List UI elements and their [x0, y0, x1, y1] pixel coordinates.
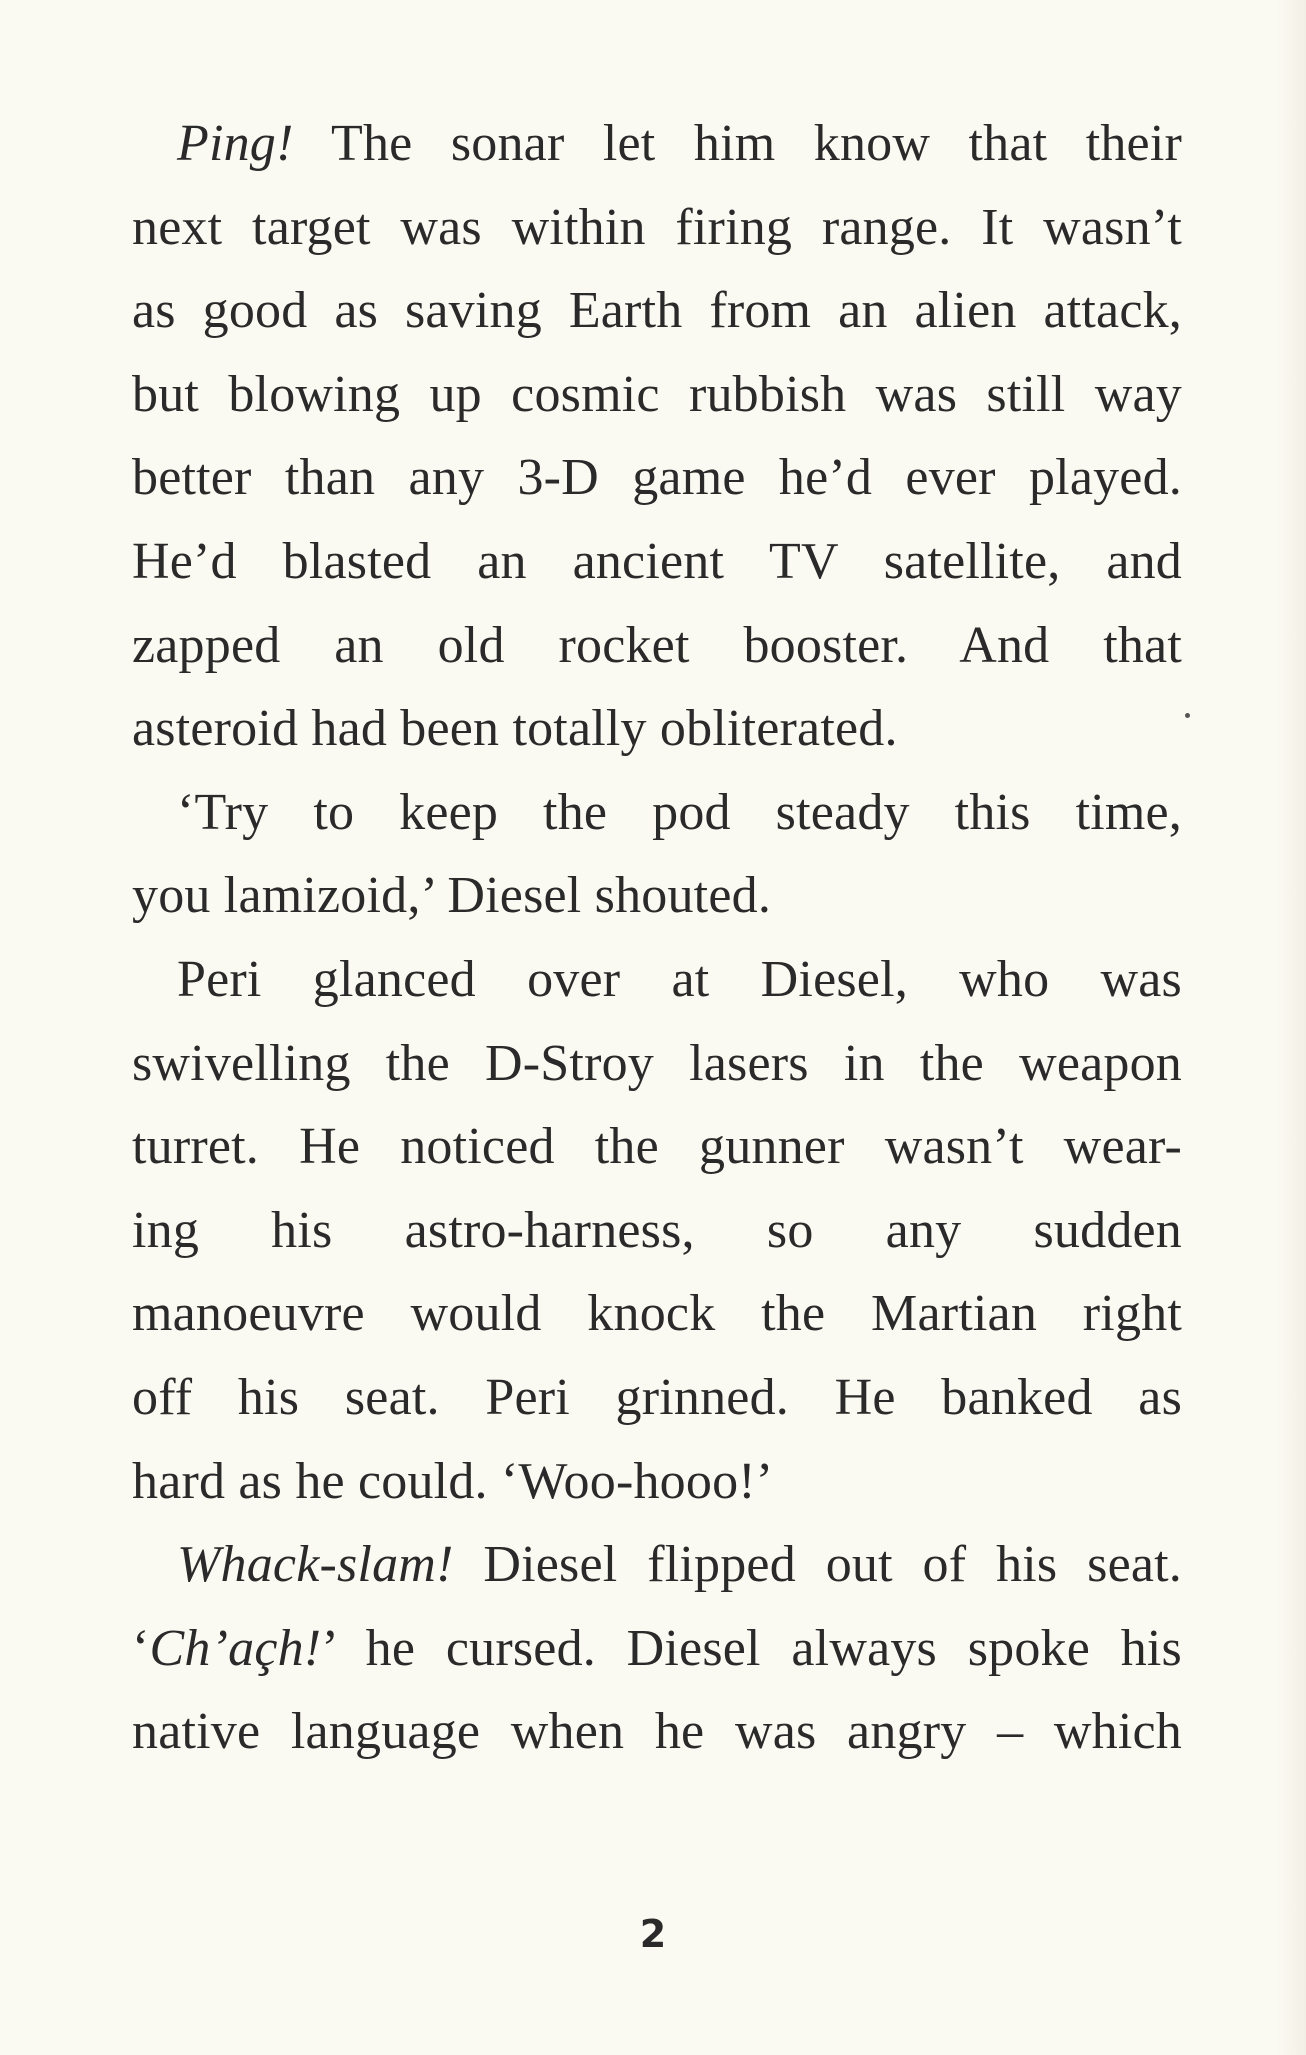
- body-text: [132, 102, 1182, 1774]
- text-line: Peri glanced over at Diesel, who was: [177, 950, 1182, 1008]
- text-line: next target was within firing range. It wasn’t: [132, 198, 1182, 256]
- text-line: as good as saving Earth from an alien attack,: [132, 282, 1182, 340]
- text-line: Whack-slam! Diesel flipped out of his seat.: [177, 1536, 1182, 1594]
- text-line: He’d blasted an ancient TV satellite, and: [132, 532, 1182, 590]
- text-line: ‘Ch’açh!’ he cursed. Diesel always spoke his: [132, 1619, 1182, 1677]
- text-line: ing his astro-harness, so any sudden: [132, 1201, 1182, 1259]
- text-line: off his seat. Peri grinned. He banked as: [132, 1368, 1182, 1426]
- text-line: but blowing up cosmic rubbish was still way: [132, 365, 1182, 423]
- text-line: zapped an old rocket booster. And that: [132, 616, 1182, 674]
- text-line: asteroid had been totally obliterated.: [132, 700, 898, 758]
- paragraph: [132, 771, 1182, 938]
- text-line: swivelling the D-Stroy lasers in the weapon: [132, 1034, 1182, 1092]
- alien-word: Ch’açh!: [149, 1619, 322, 1677]
- text-line: native language when he was angry – which: [132, 1703, 1182, 1761]
- scan-speck: [1185, 713, 1190, 718]
- text-line: ‘Try to keep the pod steady this time,: [177, 783, 1182, 841]
- page-edge-shadow: [1276, 0, 1306, 2055]
- paragraph: [132, 102, 1182, 771]
- paragraph: [132, 1523, 1182, 1774]
- text-line: manoeuvre would knock the Martian right: [132, 1285, 1182, 1343]
- sound-effect: Whack-slam!: [177, 1536, 454, 1594]
- page-number: 2: [639, 1912, 667, 1956]
- text-line: turret. He noticed the gunner wasn’t wear-: [132, 1118, 1182, 1176]
- paragraph: [132, 938, 1182, 1523]
- text-line: better than any 3-D game he’d ever played.: [132, 449, 1182, 507]
- text-line: Ping! The sonar let him know that their: [177, 115, 1182, 172]
- sound-effect: Ping!: [177, 115, 294, 172]
- text-line: hard as he could. ‘Woo-hooo!’: [132, 1452, 774, 1510]
- text-line: you lamizoid,’ Diesel shouted.: [132, 867, 772, 925]
